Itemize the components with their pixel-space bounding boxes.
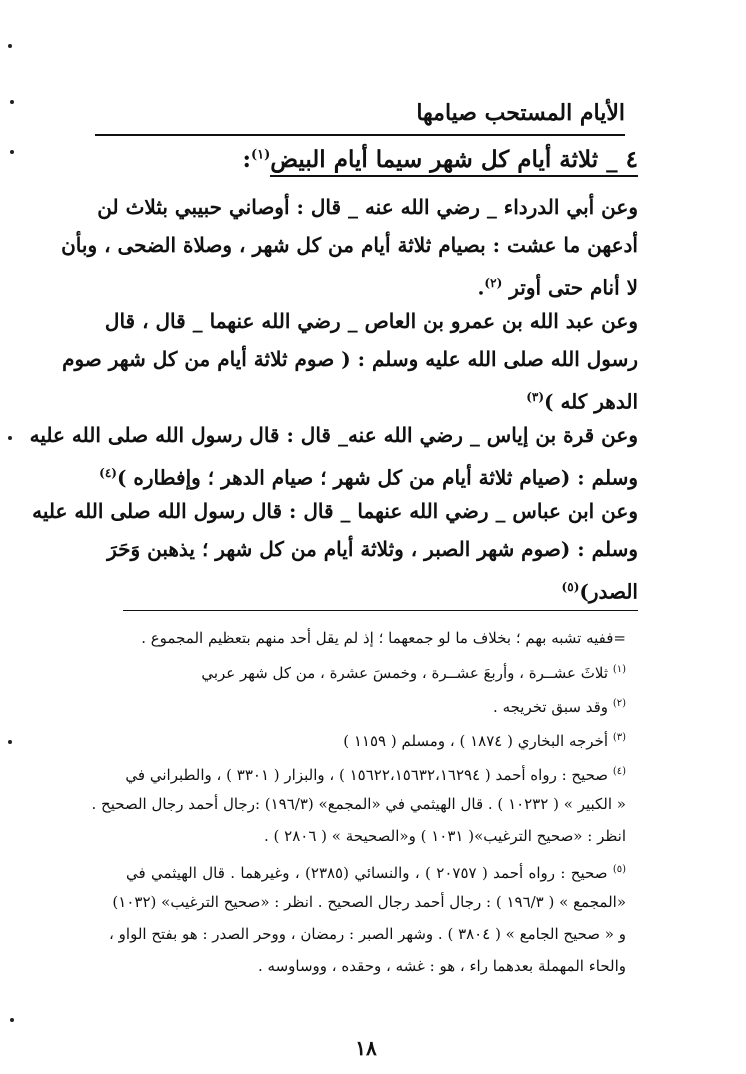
- body-line: وعن قرة بن إياس _ رضي الله عنه_ قال : قال رسول الله صلى الله عليه: [29, 423, 638, 447]
- footnote-4-cont: « الكبير » ( ١٠٢٣٢ ) . قال الهيثمي في «المجمع» (١٩٦/٣) :رجال أحمد رجال الصحيح .: [91, 795, 626, 813]
- body-line: رسول الله صلى الله عليه وسلم : ( صوم ثلاثة أيام من كل شهر صوم: [62, 347, 638, 371]
- body-line: وعن ابن عباس _ رضي الله عنهما _ قال : قال رسول الله صلى الله عليه: [32, 499, 638, 523]
- footnote-ref: (٥): [561, 580, 580, 594]
- scan-speck: [8, 436, 12, 440]
- footnote-divider: [123, 610, 638, 611]
- body-line: وسلم : (صيام ثلاثة أيام من كل شهر ؛ صيام الدهر ؛ وإفطاره )$^{(٤)}$: [99, 465, 638, 490]
- body-line: وعن عبد الله بن عمرو بن العاص _ رضي الله عنهما _ قال ، قال: [104, 309, 638, 333]
- body-line: وسلم : (صوم شهر الصبر ، وثلاثة أيام من كل شهر ؛ يذهبن وَحَرَ: [107, 537, 638, 561]
- footnote-5-cont: والحاء المهملة بعدهما راء ، هو : غشه ، وحقده ، ووساوسه .: [258, 957, 626, 975]
- page-number: ١٨: [355, 1036, 377, 1060]
- scan-speck: [10, 150, 14, 154]
- running-header: [95, 96, 625, 136]
- scan-speck: [8, 740, 12, 744]
- header-title: الأيام المستحب صيامها: [416, 100, 625, 126]
- body-line: وعن أبي الدرداء _ رضي الله عنه _ قال : أوصاني حبيبي بثلاث لن: [97, 195, 638, 219]
- scan-speck: [8, 44, 12, 48]
- heading-footnote-ref: (١): [250, 147, 271, 163]
- footnote-ref: (٤): [99, 466, 117, 480]
- footnote-3: $^{(٣)}$ أخرجه البخاري ( ١٨٧٤ ) ، ومسلم ( ١١٥٩ ): [343, 732, 626, 750]
- body-line: الصدر)$^{(٥)}$: [561, 579, 638, 604]
- body-line: الدهر كله )$^{(٣)}$: [526, 389, 638, 414]
- footnote-5-cont: «المجمع » ( ١٩٦/٣ ) : رجال أحمد رجال الصحيح . انظر : «صحيح الترغيب» (١٠٣٢): [112, 893, 626, 911]
- footnote-2: $^{(٢)}$ وقد سبق تخريجه .: [493, 698, 626, 716]
- scan-speck: [10, 1018, 14, 1022]
- footnote-5: $^{(٥)}$ صحيح : رواه أحمد ( ٢٠٧٥٧ ) ، والنسائي (٢٣٨٥) ، وغيرهما . قال الهيثمي في: [126, 864, 626, 882]
- footnote-ref: (٢): [484, 276, 503, 290]
- footnote-4-cont: انظر : «صحيح الترغيب»( ١٠٣١ ) و«الصحيحة » ( ٢٨٠٦ ) .: [264, 827, 626, 845]
- body-line: أدعهن ما عشت : بصيام ثلاثة أيام من كل شهر ، وصلاة الضحى ، وبأن: [61, 233, 638, 257]
- footnote-1: $^{(١)}$ ثلاثَ عشــرة ، وأربعَ عشــرة ، وخمسَ عشرة ، من كل شهر عربي: [201, 664, 626, 682]
- scan-speck: [10, 100, 14, 104]
- footnote-5-cont: و « صحيح الجامع » ( ٣٨٠٤ ) . وشهر الصبر : رمضان ، ووحر الصدر : هو بفتح الواو ،: [109, 925, 626, 943]
- heading-colon: :: [242, 146, 251, 173]
- section-heading-text: ٤ _ ثلاثة أيام كل شهر سيما أيام البيض: [270, 146, 638, 177]
- footnote-continuation: =ففيه تشبه بهم ؛ بخلاف ما لو جمعهما ؛ إذ لم يقل أحد منهم بتعظيم المجموع .: [141, 629, 626, 647]
- footnote-ref: (٣): [526, 390, 545, 404]
- footnote-4: $^{(٤)}$ صحيح : رواه أحمد ( ١٥٦٢٢،١٥٦٣٢،١٦٢٩٤ ) ، والبزار ( ٣٣٠١ ) ، والطبراني في: [125, 766, 626, 784]
- section-heading: [242, 146, 638, 173]
- body-line: لا أنام حتى أوتر $^{(٢)}$.: [477, 275, 638, 300]
